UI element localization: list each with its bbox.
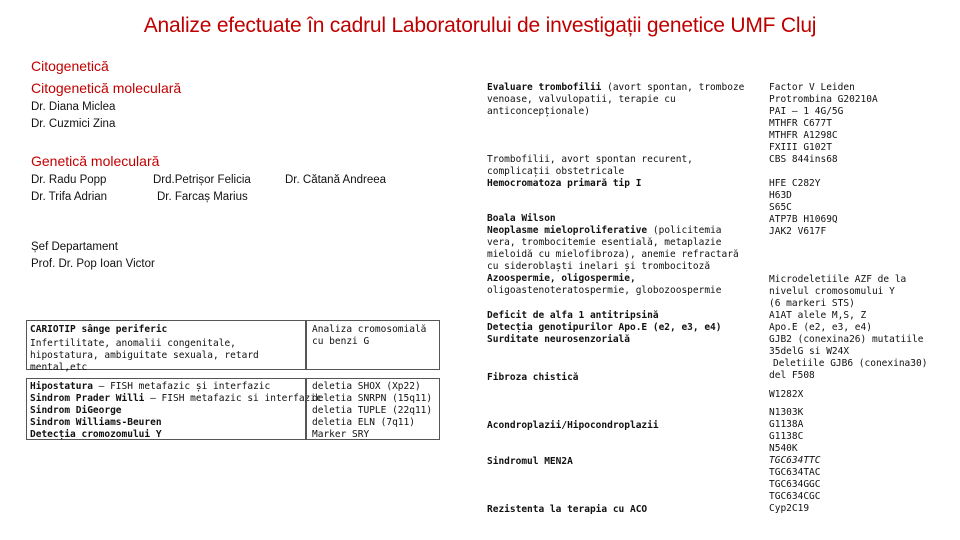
fish-marker: deletia SNRPN (15q11) [312,393,433,404]
analysis-azoospermia: Azoospermie, oligospermie, [487,273,636,284]
sef-name: Prof. Dr. Pop Ioan Victor [31,258,155,270]
page-title: Analize efectuate în cadrul Laboratorului de investigații genetice UMF Cluj [143,14,817,37]
karyotype-desc: Infertilitate, anomalii congenitale, hipostatura, ambiguitate sexuala, retard mental,etc [30,338,259,373]
analysis-hemochromatosis: Hemocromatoza primară tip I [487,178,642,189]
karyotype-cell [26,320,306,373]
member-petrisor: Drd.Petrișor Felicia [153,174,251,186]
analysis-apoe: Detecția genotipurilor Apo.E (e2, e3, e4) [487,322,722,333]
citogenetica-heading: Citogenetică [31,58,109,74]
member-trifa: Dr. Trifa Adrian [31,191,108,203]
analysis-alpha1: Deficit de alfa 1 antitripsină [487,310,659,321]
fish-marker: Marker SRY [312,429,370,440]
analysis-men2a: Sindromul MEN2A [487,456,573,467]
analysis-alpha1-apoe [487,310,749,346]
fish-marker: deletia TUPLE (22q11) [312,405,433,416]
fish-tests-cell [26,378,322,440]
markers-men-cyp: N1303K G1138A G1138C N540K TGC634TTC TGC634TAC TGC634GGC TGC634CGC Cyp2C19 [769,407,821,514]
fish-test-row: Sindrom Prader Willi – FISH metafazic si interfazic [30,393,322,404]
fish-markers-cell [306,378,440,440]
marker-w1282x: W1282X [769,389,804,400]
member-catana: Dr. Cătană Andreea [285,174,387,186]
markers-hfe-jak2: HFE C282Y H63D S65C ATP7B H1069Q JAK2 V617F [769,178,838,237]
analysis-wilson-myeloproliferative: Boala Wilson Neoplasme mieloproliferative (policitemia vera, trombocitemie esentială, metaplazie mieloidă cu mielofibroza), anemie refractară cu sideroblaști inelari și trombocitoză Azoospermie, oligospermie, oligoastenoteratospermie, globozoospermie [487,213,749,297]
analysis-thrombophilia: Evaluare trombofilii (avort spontan, tromboze venoase, valvulopatii, terapie cu anticoncepționale) [487,82,745,117]
analysis-deafness: Surditate neurosenzorială [487,334,630,345]
fish-test-row: Detecția cromozomului Y [30,429,162,440]
analysis-achondroplasia: Acondroplazii/Hipocondroplazii [487,420,659,431]
member-cuzmici: Dr. Cuzmici Zina [31,118,116,130]
sef-heading: Șef Departament [31,241,118,253]
analysis-aco-resistance: Rezistenta la terapia cu ACO [487,504,648,515]
fish-marker: deletia SHOX (Xp22) [312,381,421,392]
member-farcas: Dr. Farcaș Marius [157,191,248,203]
fish-test-row: Sindrom DiGeorge [30,405,122,416]
karyotype-title: CARIOTIP sânge periferic [30,324,168,335]
karyotype-method: Analiza cromosomială cu benzi G [312,324,427,347]
analysis-wilson: Boala Wilson [487,213,556,224]
karyotype-method-cell [306,320,440,370]
fish-marker: deletia ELN (7q11) [312,417,415,428]
member-popp: Dr. Radu Popp [31,174,107,186]
analysis-cystic-fibrosis: Fibroza chistică [487,372,579,383]
markers-azf-gjb: Microdeletiile AZF de la nivelul cromosomului Y (6 markeri STS) A1AT alele M,S, Z Apo.E (e2, e3, e4) GJB2 (conexina26) mutatiile 35delG si W24X Deletiile GJB6 (conexina30) del F508 [769,274,928,381]
analysis-thrombophilia-obstetric: Trombofilii, avort spontan recurent, complicații obstetricale Hemocromatoza primară tip I [487,154,749,190]
citogenetica-moleculara-heading: Citogenetică moleculară [31,80,182,96]
markers-thrombophilia: Factor V Leiden Protrombina G20210A PAI – 1 4G/5G MTHFR C677T MTHFR A1298C FXIII G102T CBS 844ins68 [769,82,878,165]
fish-test-row: Hipostatura – FISH metafazic și interfazic [30,381,271,392]
genetica-moleculara-heading: Genetică moleculară [31,153,160,169]
member-miclea: Dr. Diana Miclea [31,101,116,113]
fish-test-row: Sindrom Williams-Beuren [30,417,162,428]
